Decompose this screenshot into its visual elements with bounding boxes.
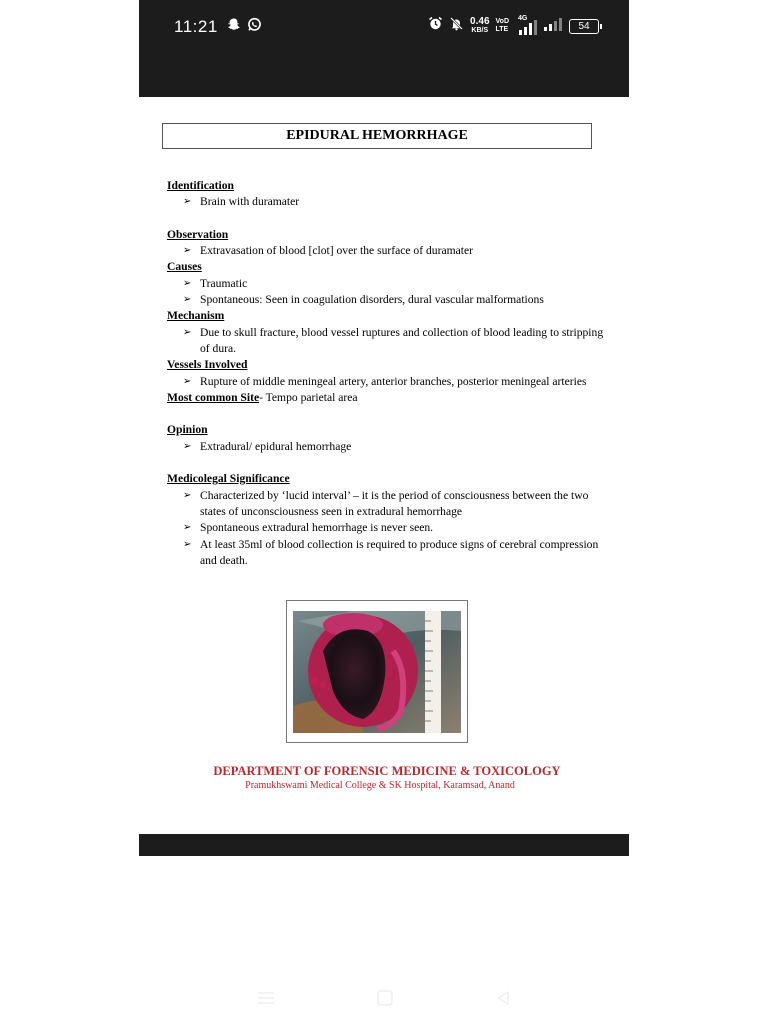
vessels-list <box>167 374 607 390</box>
department-name: DEPARTMENT OF FORENSIC MEDICINE & TOXICOLOGY <box>213 764 561 778</box>
mechanism-list <box>167 325 607 358</box>
causes-heading: Causes <box>167 260 202 274</box>
whatsapp-icon <box>247 17 262 32</box>
list-item: ➢ Traumatic <box>183 276 607 292</box>
network-speed-value: 0.46 <box>470 16 490 27</box>
network-speed <box>470 17 489 35</box>
observation-list <box>167 243 607 259</box>
volte-indicator <box>496 18 509 34</box>
document-page <box>139 97 629 834</box>
status-right-icons <box>428 16 599 36</box>
battery-icon: 54 <box>569 19 599 34</box>
common-site-heading: Most common Site <box>167 390 260 404</box>
network-speed-unit: KB/S <box>471 27 489 34</box>
volte-top: VoD <box>495 18 509 25</box>
list-item: ➢ Spontaneous extradural hemorrhage is never seen. <box>183 520 607 536</box>
medicolegal-heading: Medicolegal Significance <box>167 472 290 486</box>
observation-heading: Observation <box>167 227 229 241</box>
list-item: ➢ Characterized by ‘lucid interval’ – it is the period of consciousness between the two states of unconsciousness seen in extradural hemorrhage <box>183 488 607 521</box>
college-name: Pramukhswami Medical College & SK Hospital, Karamsad, Anand <box>245 780 515 791</box>
identification-heading: Identification <box>167 179 234 192</box>
volte-bottom: LTE <box>495 26 509 33</box>
list-item: ➢ Brain with duramater <box>183 194 607 210</box>
document-content <box>167 178 607 569</box>
list-item: ➢ At least 35ml of blood collection is required to produce signs of cerebral compression and death. <box>183 537 607 570</box>
document-title: EPIDURAL HEMORRHAGE <box>162 123 592 149</box>
specimen-photo-frame <box>286 600 468 743</box>
list-item: ➢ Due to skull fracture, blood vessel ruptures and collection of blood leading to stripping of dura. <box>183 325 607 358</box>
bottom-bar <box>139 834 629 856</box>
alarm-icon <box>428 16 443 36</box>
signal-icon <box>515 14 537 35</box>
menu-icon[interactable] <box>256 990 276 1006</box>
list-item: ➢ Spontaneous: Seen in coagulation disorders, dural vascular malformations <box>183 292 607 308</box>
signal-icon-2 <box>543 16 563 36</box>
vessels-heading: Vessels Involved <box>167 358 248 372</box>
list-item: ➢ Rupture of middle meningeal artery, anterior branches, posterior meningeal arteries <box>183 374 607 390</box>
navigation-bar <box>0 980 768 1016</box>
causes-list <box>167 276 607 309</box>
status-bar <box>139 0 629 97</box>
mechanism-heading: Mechanism <box>167 309 225 323</box>
specimen-photo <box>293 611 461 733</box>
status-time: 11:21 <box>174 17 218 36</box>
home-icon[interactable] <box>376 989 394 1007</box>
back-icon[interactable] <box>494 989 512 1007</box>
identification-list <box>167 194 607 210</box>
list-item: ➢ Extravasation of blood [clot] over the surface of duramater <box>183 243 607 259</box>
list-item: ➢ Extradural/ epidural hemorrhage <box>183 439 607 455</box>
common-site-line <box>167 390 607 406</box>
common-site-value: - Tempo parietal area <box>259 390 358 404</box>
medicolegal-list <box>167 488 607 569</box>
phone-screen <box>139 0 629 856</box>
snapchat-icon <box>227 17 241 32</box>
opinion-heading: Opinion <box>167 423 208 437</box>
notification-icons <box>227 17 262 32</box>
mute-icon <box>449 16 464 36</box>
opinion-list <box>167 439 607 455</box>
network-type: 4G <box>518 14 528 22</box>
